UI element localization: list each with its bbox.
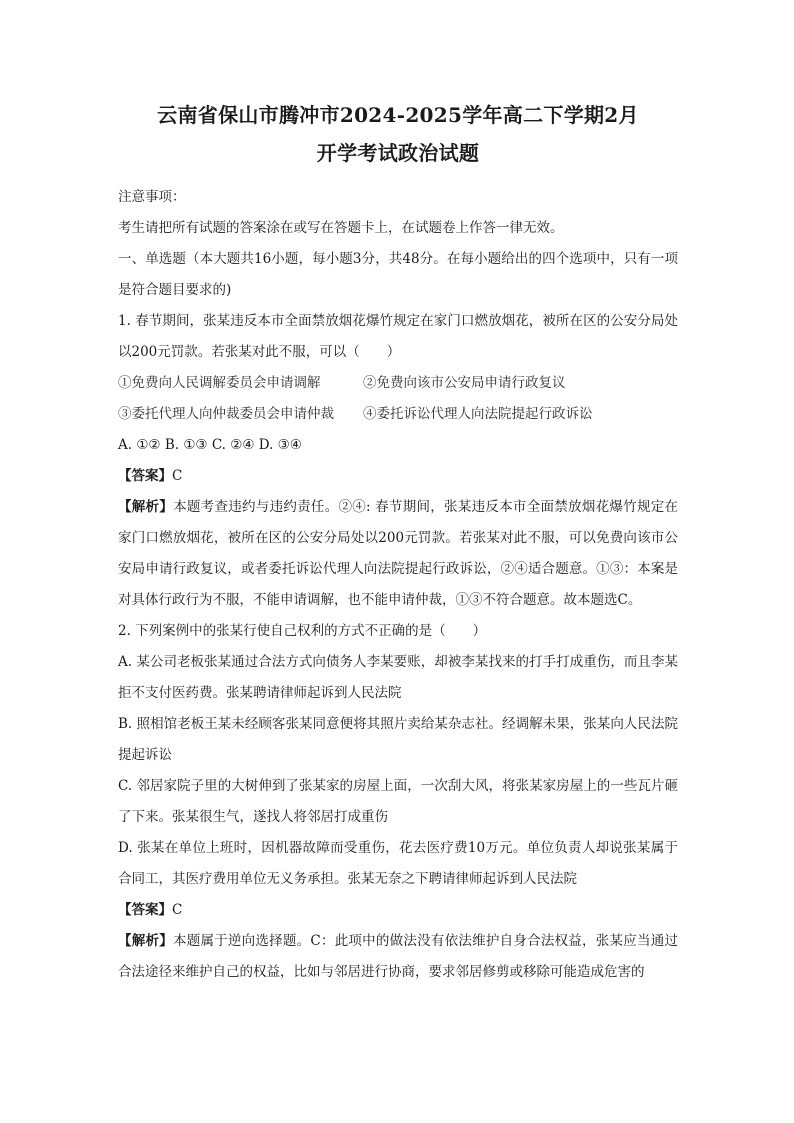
analysis-text: 本题属于逆向选择题。C：此项中的做法没有依法维护自身合法权益，张某应当通过合法途径来维护自己的权益，比如与邻居进行协商，要求邻居修剪或移除可能造成危害的 [118,933,678,980]
q1-analysis [118,492,678,616]
q1-option-3: ③委托代理人向仲裁委员会申请仲裁 [118,406,334,422]
answer-tag: 【答案】 [118,468,172,484]
analysis-tag: 【解析】 [118,499,174,515]
answer-value: C [172,902,183,918]
q2-option-a: A. 某公司老板张某通过合法方式向债务人李某要账，却被李某找来的打手打成重伤，而且李某拒不支付医药费。张某聘请律师起诉到人民法院 [118,654,678,701]
section-heading: 一、单选题（本大题共16小题，每小题3分，共48分。在每小题给出的四个选项中，只有一项是符合题目要求的) [118,251,678,298]
q2-analysis [118,926,678,988]
analysis-text: 本题考查违约与违约责任。②④: 春节期间，张某违反本市全面禁放烟花爆竹规定在家门口燃放烟花，被所在区的公安分局处以200元罚款。若张某对此不服，可以免费向该市公安局申请行政复议，或者委托诉讼代理人向法院提起行政诉讼，②④适合题意。①③：本案是对具体行政行为不服，不能申请调解，也不能申请仲裁，①③不符合题意。故本题选C。 [118,499,679,608]
document-page [118,98,678,988]
q1-answer [118,461,678,492]
q2-stem: 2. 下列案例中的张某行使自己权利的方式不正确的是（ ） [118,623,487,639]
q1-options-row1 [118,368,678,399]
q1-option-4: ④委托诉讼代理人向法院提起行政诉讼 [363,406,593,422]
notice-heading: 注意事项： [118,189,186,205]
page-title: 云南省保山市腾冲市2024-2025学年高二下学期2月 [157,103,639,127]
analysis-tag: 【解析】 [118,933,173,949]
q1-option-1: ①免费向人民调解委员会申请调解 [118,375,321,391]
notice-text: 考生请把所有试题的答案涂在或写在答题卡上，在试题卷上作答一律无效。 [118,220,564,236]
q1-choices: A. ①② B. ①③ C. ②④ D. ③④ [118,437,302,453]
q1-stem: 1. 春节期间，张某违反本市全面禁放烟花爆竹规定在家门口燃放烟花，被所在区的公安分局处以200元罚款。若张某对此不服，可以（ ） [118,313,678,360]
q2-option-c: C. 邻居家院子里的大树伸到了张某家的房屋上面，一次刮大风，将张某家房屋上的一些瓦片砸了下来。张某很生气，遂找人将邻居打成重伤 [118,778,678,825]
q2-option-b: B. 照相馆老板王某未经顾客张某同意便将其照片卖给某杂志社。经调解未果，张某向人民法院提起诉讼 [118,716,678,763]
q2-answer [118,895,678,926]
q1-options-row2 [118,399,678,430]
q1-option-2: ②免费向该市公安局申请行政复议 [363,375,566,391]
answer-tag: 【答案】 [118,902,172,918]
answer-value: C [172,468,183,484]
page-subtitle: 开学考试政治试题 [316,141,480,165]
q2-option-d: D. 张某在单位上班时，因机器故障而受重伤，花去医疗费10万元。单位负责人却说张某属于合同工，其医疗费用单位无义务承担。张某无奈之下聘请律师起诉到人民法院 [118,840,678,887]
